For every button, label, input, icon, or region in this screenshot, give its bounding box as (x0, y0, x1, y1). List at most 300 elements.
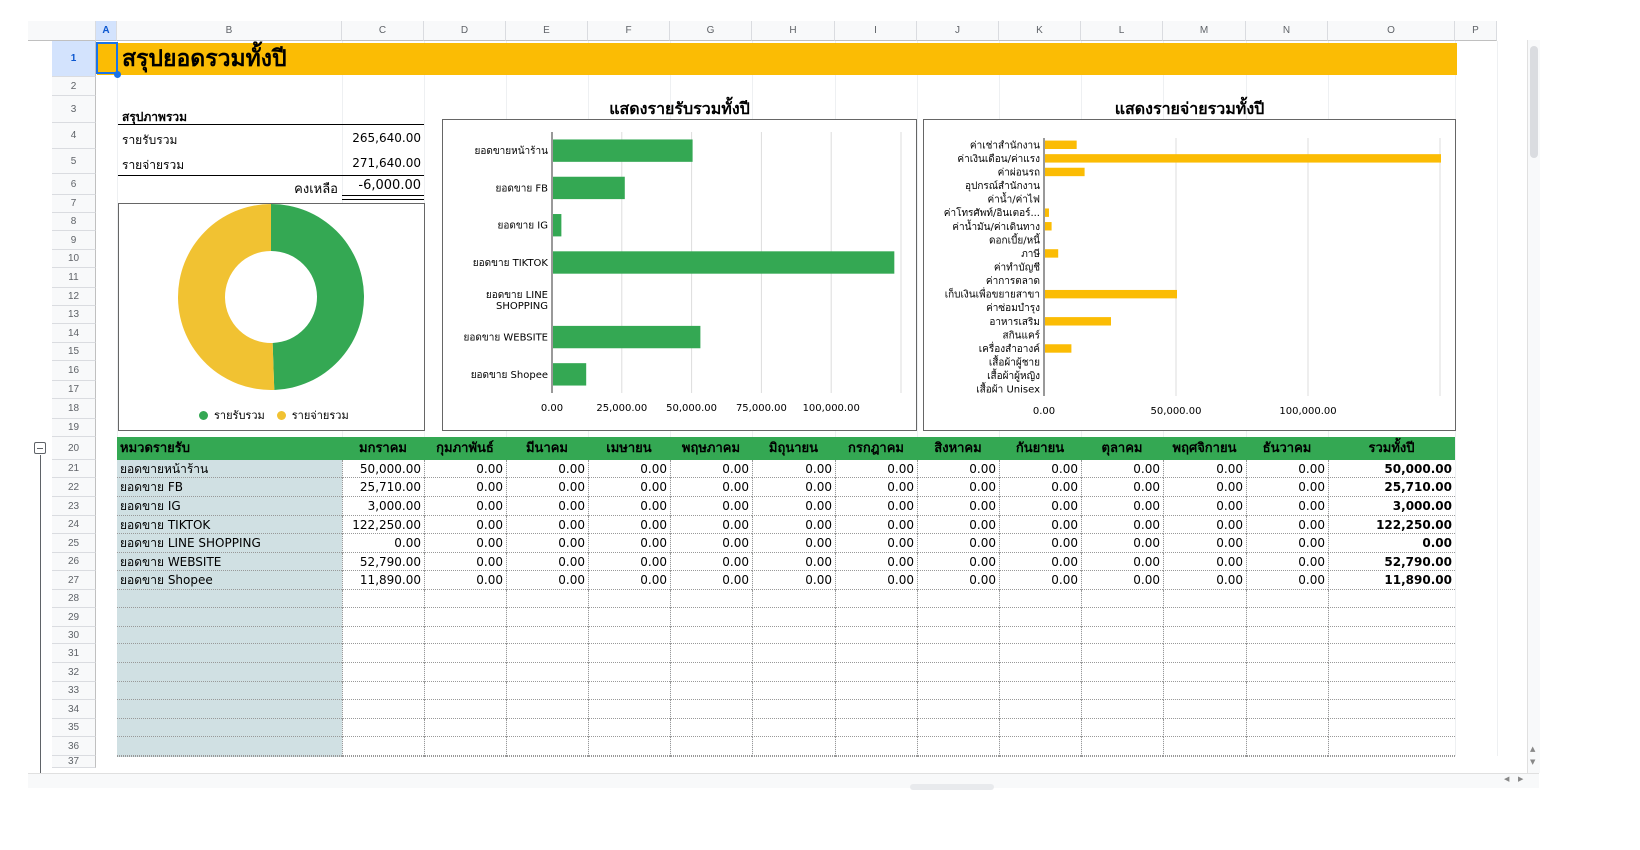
balance-value[interactable]: -6,000.00 (358, 178, 421, 193)
table-value-cell[interactable] (1081, 590, 1163, 608)
table-value-cell[interactable] (752, 608, 835, 627)
table-value-cell[interactable] (424, 590, 506, 608)
table-value-cell[interactable]: 0.00 (588, 534, 670, 553)
table-value-cell[interactable] (1081, 756, 1163, 757)
table-value-cell[interactable]: 0.00 (835, 553, 917, 571)
table-value-cell[interactable] (506, 719, 588, 737)
table-value-cell[interactable] (670, 590, 752, 608)
row-header-19[interactable]: 19 (52, 419, 96, 437)
row-header-34[interactable]: 34 (52, 700, 96, 719)
column-header-c[interactable]: C (342, 21, 424, 41)
table-header-cell[interactable]: ธันวาคม (1246, 437, 1328, 460)
table-value-cell[interactable]: 0.00 (835, 460, 917, 478)
table-value-cell[interactable] (835, 663, 917, 682)
table-category-cell[interactable]: ยอดขาย FB (117, 478, 342, 497)
table-value-cell[interactable] (752, 663, 835, 682)
row-header-26[interactable]: 26 (52, 553, 96, 571)
table-value-cell[interactable]: 0.00 (835, 571, 917, 590)
table-value-cell[interactable] (670, 682, 752, 700)
table-value-cell[interactable]: 0.00 (424, 478, 506, 497)
table-value-cell[interactable] (917, 663, 999, 682)
table-value-cell[interactable] (670, 719, 752, 737)
table-value-cell[interactable]: 0.00 (1246, 571, 1328, 590)
donut-slice-income[interactable] (271, 204, 364, 390)
column-header-n[interactable]: N (1246, 21, 1328, 41)
table-value-cell[interactable] (506, 756, 588, 757)
table-value-cell[interactable] (342, 682, 424, 700)
table-value-cell[interactable]: 0.00 (1081, 553, 1163, 571)
table-value-cell[interactable] (1081, 737, 1163, 756)
table-value-cell[interactable] (588, 608, 670, 627)
table-value-cell[interactable]: 11,890.00 (342, 571, 424, 590)
table-category-cell[interactable] (117, 663, 342, 682)
scroll-up-arrow-icon[interactable]: ▲ (1530, 745, 1536, 753)
donut-chart[interactable] (118, 203, 425, 431)
table-value-cell[interactable] (342, 700, 424, 719)
table-value-cell[interactable]: 122,250.00 (342, 516, 424, 534)
table-category-cell[interactable] (117, 627, 342, 644)
table-value-cell[interactable] (835, 608, 917, 627)
income-chart-bar[interactable] (553, 177, 625, 199)
table-value-cell[interactable] (506, 700, 588, 719)
table-value-cell[interactable]: 0.00 (506, 534, 588, 553)
table-value-cell[interactable]: 0.00 (506, 553, 588, 571)
table-value-cell[interactable] (917, 756, 999, 757)
table-value-cell[interactable] (1246, 663, 1328, 682)
table-value-cell[interactable] (999, 590, 1081, 608)
table-value-cell[interactable] (588, 737, 670, 756)
table-value-cell[interactable] (917, 719, 999, 737)
row-header-28[interactable]: 28 (52, 590, 96, 608)
table-category-cell[interactable] (117, 608, 342, 627)
table-category-cell[interactable] (117, 700, 342, 719)
income-chart-bar[interactable] (553, 251, 894, 273)
table-value-cell[interactable]: 0.00 (1081, 460, 1163, 478)
table-category-cell[interactable] (117, 737, 342, 756)
expense-chart-bar[interactable] (1045, 208, 1049, 216)
table-value-cell[interactable] (342, 590, 424, 608)
income-chart-bar[interactable] (553, 363, 586, 385)
table-value-cell[interactable] (670, 756, 752, 757)
table-category-cell[interactable] (117, 590, 342, 608)
table-value-cell[interactable]: 0.00 (1081, 571, 1163, 590)
table-category-cell[interactable] (117, 719, 342, 737)
table-value-cell[interactable] (1246, 627, 1328, 644)
table-value-cell[interactable] (588, 700, 670, 719)
expense-chart-bar[interactable] (1045, 168, 1085, 176)
row-header-10[interactable]: 10 (52, 250, 96, 268)
table-value-cell[interactable] (1081, 719, 1163, 737)
table-value-cell[interactable] (342, 644, 424, 663)
table-category-cell[interactable] (117, 756, 342, 757)
table-value-cell[interactable]: 11,890.00 (1328, 571, 1455, 590)
table-value-cell[interactable] (670, 737, 752, 756)
table-value-cell[interactable]: 0.00 (670, 497, 752, 516)
table-header-cell[interactable]: มิถุนายน (752, 437, 835, 460)
table-value-cell[interactable]: 0.00 (752, 478, 835, 497)
row-header-11[interactable]: 11 (52, 268, 96, 288)
table-value-cell[interactable]: 0.00 (1163, 478, 1246, 497)
select-all-corner[interactable] (28, 21, 96, 41)
table-value-cell[interactable] (1328, 719, 1455, 737)
column-header-f[interactable]: F (588, 21, 670, 41)
donut-slice-expense[interactable] (178, 204, 274, 390)
row-header-27[interactable]: 27 (52, 571, 96, 590)
table-value-cell[interactable] (1246, 590, 1328, 608)
expense-chart-bar[interactable] (1045, 344, 1071, 352)
table-value-cell[interactable] (999, 644, 1081, 663)
table-value-cell[interactable]: 0.00 (752, 460, 835, 478)
table-value-cell[interactable]: 0.00 (835, 497, 917, 516)
table-value-cell[interactable]: 0.00 (917, 478, 999, 497)
column-header-h[interactable]: H (752, 21, 835, 41)
column-header-g[interactable]: G (670, 21, 752, 41)
table-value-cell[interactable]: 0.00 (1163, 571, 1246, 590)
table-value-cell[interactable] (835, 682, 917, 700)
table-value-cell[interactable] (917, 590, 999, 608)
table-value-cell[interactable]: 0.00 (917, 534, 999, 553)
table-value-cell[interactable] (1246, 644, 1328, 663)
row-header-33[interactable]: 33 (52, 682, 96, 700)
table-value-cell[interactable] (342, 737, 424, 756)
table-value-cell[interactable]: 0.00 (424, 460, 506, 478)
row-header-23[interactable]: 23 (52, 497, 96, 516)
table-value-cell[interactable] (999, 663, 1081, 682)
table-value-cell[interactable]: 0.00 (1081, 478, 1163, 497)
table-value-cell[interactable] (342, 719, 424, 737)
table-value-cell[interactable]: 0.00 (752, 534, 835, 553)
row-header-12[interactable]: 12 (52, 288, 96, 306)
table-value-cell[interactable] (588, 756, 670, 757)
table-value-cell[interactable] (917, 737, 999, 756)
column-header-m[interactable]: M (1163, 21, 1246, 41)
table-value-cell[interactable]: 3,000.00 (342, 497, 424, 516)
income-bar-chart[interactable] (442, 119, 917, 431)
table-value-cell[interactable]: 0.00 (506, 571, 588, 590)
table-value-cell[interactable] (342, 663, 424, 682)
table-value-cell[interactable] (1163, 719, 1246, 737)
table-value-cell[interactable] (342, 608, 424, 627)
row-header-20[interactable]: 20 (52, 437, 96, 460)
row-header-13[interactable]: 13 (52, 306, 96, 324)
table-value-cell[interactable] (342, 627, 424, 644)
table-value-cell[interactable]: 0.00 (424, 534, 506, 553)
table-value-cell[interactable] (1328, 700, 1455, 719)
table-value-cell[interactable] (424, 756, 506, 757)
row-header-8[interactable]: 8 (52, 213, 96, 231)
table-value-cell[interactable] (670, 627, 752, 644)
table-value-cell[interactable]: 0.00 (999, 553, 1081, 571)
table-value-cell[interactable]: 0.00 (1246, 497, 1328, 516)
table-value-cell[interactable]: 122,250.00 (1328, 516, 1455, 534)
table-value-cell[interactable] (424, 663, 506, 682)
table-value-cell[interactable] (752, 590, 835, 608)
row-header-1[interactable]: 1 (52, 41, 96, 77)
column-header-b[interactable]: B (117, 21, 342, 41)
table-value-cell[interactable]: 25,710.00 (1328, 478, 1455, 497)
table-value-cell[interactable]: 0.00 (588, 478, 670, 497)
table-value-cell[interactable]: 0.00 (506, 460, 588, 478)
vertical-scroll-thumb[interactable] (1530, 46, 1538, 158)
table-value-cell[interactable] (424, 719, 506, 737)
table-value-cell[interactable] (670, 644, 752, 663)
row-header-32[interactable]: 32 (52, 663, 96, 682)
table-value-cell[interactable]: 0.00 (1081, 497, 1163, 516)
table-value-cell[interactable] (1328, 756, 1455, 757)
table-value-cell[interactable] (999, 719, 1081, 737)
table-value-cell[interactable]: 0.00 (670, 571, 752, 590)
table-value-cell[interactable] (1246, 608, 1328, 627)
row-header-36[interactable]: 36 (52, 737, 96, 756)
table-value-cell[interactable] (917, 644, 999, 663)
table-value-cell[interactable] (835, 590, 917, 608)
table-value-cell[interactable] (835, 737, 917, 756)
table-value-cell[interactable]: 0.00 (670, 534, 752, 553)
table-header-cell[interactable]: มีนาคม (506, 437, 588, 460)
table-value-cell[interactable]: 0.00 (506, 478, 588, 497)
table-value-cell[interactable] (1328, 608, 1455, 627)
table-value-cell[interactable] (1081, 608, 1163, 627)
table-header-cell[interactable]: เมษายน (588, 437, 670, 460)
column-header-l[interactable]: L (1081, 21, 1163, 41)
table-value-cell[interactable]: 0.00 (1246, 553, 1328, 571)
row-header-37[interactable]: 37 (52, 756, 96, 768)
income-total-value[interactable]: 265,640.00 (352, 131, 421, 145)
table-value-cell[interactable]: 0.00 (342, 534, 424, 553)
table-value-cell[interactable] (670, 608, 752, 627)
table-header-cell[interactable]: กรกฎาคม (835, 437, 917, 460)
selected-cell-a1[interactable] (96, 42, 118, 74)
table-value-cell[interactable]: 3,000.00 (1328, 497, 1455, 516)
table-header-cell[interactable]: กันยายน (999, 437, 1081, 460)
table-value-cell[interactable] (1246, 719, 1328, 737)
table-value-cell[interactable]: 0.00 (670, 460, 752, 478)
table-value-cell[interactable]: 0.00 (1246, 460, 1328, 478)
table-value-cell[interactable]: 0.00 (1246, 534, 1328, 553)
column-header-k[interactable]: K (999, 21, 1081, 41)
table-value-cell[interactable]: 52,790.00 (1328, 553, 1455, 571)
column-header-d[interactable]: D (424, 21, 506, 41)
table-value-cell[interactable] (1081, 644, 1163, 663)
row-header-25[interactable]: 25 (52, 534, 96, 553)
table-value-cell[interactable] (1163, 663, 1246, 682)
table-value-cell[interactable]: 50,000.00 (1328, 460, 1455, 478)
table-value-cell[interactable]: 0.00 (1163, 534, 1246, 553)
table-value-cell[interactable] (424, 737, 506, 756)
expense-chart-bar[interactable] (1045, 222, 1052, 230)
table-value-cell[interactable]: 0.00 (1246, 478, 1328, 497)
table-value-cell[interactable] (999, 608, 1081, 627)
table-value-cell[interactable] (752, 644, 835, 663)
row-header-30[interactable]: 30 (52, 627, 96, 644)
expense-bar-chart[interactable] (923, 119, 1456, 431)
table-value-cell[interactable]: 0.00 (424, 497, 506, 516)
table-value-cell[interactable]: 0.00 (1163, 516, 1246, 534)
table-value-cell[interactable]: 0.00 (424, 516, 506, 534)
table-value-cell[interactable] (506, 682, 588, 700)
table-value-cell[interactable] (1163, 756, 1246, 757)
row-header-24[interactable]: 24 (52, 516, 96, 534)
table-value-cell[interactable] (1328, 644, 1455, 663)
table-value-cell[interactable] (917, 608, 999, 627)
column-header-p[interactable]: P (1455, 21, 1497, 41)
table-value-cell[interactable]: 0.00 (670, 553, 752, 571)
row-header-14[interactable]: 14 (52, 324, 96, 343)
table-value-cell[interactable] (752, 756, 835, 757)
row-header-4[interactable]: 4 (52, 123, 96, 149)
row-header-3[interactable]: 3 (52, 96, 96, 123)
table-value-cell[interactable]: 0.00 (835, 478, 917, 497)
table-header-cell[interactable]: กุมภาพันธ์ (424, 437, 506, 460)
table-value-cell[interactable] (424, 627, 506, 644)
table-value-cell[interactable] (588, 682, 670, 700)
table-value-cell[interactable] (588, 590, 670, 608)
table-value-cell[interactable] (752, 719, 835, 737)
table-value-cell[interactable] (1163, 737, 1246, 756)
table-value-cell[interactable]: 0.00 (424, 553, 506, 571)
expense-chart-bar[interactable] (1045, 141, 1077, 149)
table-value-cell[interactable] (999, 737, 1081, 756)
table-value-cell[interactable] (506, 608, 588, 627)
table-value-cell[interactable] (588, 719, 670, 737)
table-value-cell[interactable] (424, 682, 506, 700)
row-header-29[interactable]: 29 (52, 608, 96, 627)
table-value-cell[interactable] (752, 682, 835, 700)
table-value-cell[interactable] (999, 627, 1081, 644)
table-category-cell[interactable]: ยอดขาย Shopee (117, 571, 342, 590)
row-header-17[interactable]: 17 (52, 381, 96, 399)
table-value-cell[interactable] (424, 700, 506, 719)
income-chart-bar[interactable] (553, 214, 561, 236)
table-header-cell[interactable]: สิงหาคม (917, 437, 999, 460)
table-value-cell[interactable]: 0.00 (917, 497, 999, 516)
table-value-cell[interactable] (1246, 756, 1328, 757)
table-header-cell[interactable]: หมวดรายรับ (117, 437, 342, 460)
table-value-cell[interactable]: 0.00 (588, 571, 670, 590)
table-value-cell[interactable] (588, 663, 670, 682)
table-value-cell[interactable]: 0.00 (835, 516, 917, 534)
row-header-7[interactable]: 7 (52, 195, 96, 213)
table-category-cell[interactable]: ยอดขาย IG (117, 497, 342, 516)
table-value-cell[interactable] (1081, 700, 1163, 719)
row-header-9[interactable]: 9 (52, 231, 96, 250)
table-value-cell[interactable]: 52,790.00 (342, 553, 424, 571)
row-header-16[interactable]: 16 (52, 361, 96, 381)
table-value-cell[interactable] (588, 644, 670, 663)
row-header-31[interactable]: 31 (52, 644, 96, 663)
table-value-cell[interactable]: 0.00 (917, 516, 999, 534)
table-value-cell[interactable]: 0.00 (424, 571, 506, 590)
table-value-cell[interactable] (835, 700, 917, 719)
table-category-cell[interactable] (117, 682, 342, 700)
table-value-cell[interactable] (506, 663, 588, 682)
table-value-cell[interactable]: 0.00 (999, 571, 1081, 590)
expense-total-value[interactable]: 271,640.00 (352, 156, 421, 170)
table-value-cell[interactable] (506, 590, 588, 608)
table-category-cell[interactable] (117, 644, 342, 663)
table-value-cell[interactable]: 0.00 (1246, 516, 1328, 534)
expense-chart-bar[interactable] (1045, 154, 1441, 162)
horizontal-scroll-thumb[interactable] (910, 784, 994, 790)
table-category-cell[interactable]: ยอดขาย LINE SHOPPING (117, 534, 342, 553)
table-value-cell[interactable] (1163, 644, 1246, 663)
selection-handle[interactable] (114, 71, 121, 78)
table-value-cell[interactable] (1163, 682, 1246, 700)
table-value-cell[interactable]: 0.00 (670, 516, 752, 534)
column-header-o[interactable]: O (1328, 21, 1455, 41)
table-value-cell[interactable] (1081, 627, 1163, 644)
table-value-cell[interactable] (506, 644, 588, 663)
column-header-e[interactable]: E (506, 21, 588, 41)
table-value-cell[interactable]: 0.00 (670, 478, 752, 497)
table-value-cell[interactable]: 0.00 (1081, 534, 1163, 553)
table-value-cell[interactable] (917, 627, 999, 644)
table-value-cell[interactable] (1246, 700, 1328, 719)
table-header-cell[interactable]: พฤศจิกายน (1163, 437, 1246, 460)
table-value-cell[interactable] (506, 627, 588, 644)
table-header-cell[interactable]: มกราคม (342, 437, 424, 460)
income-chart-bar[interactable] (553, 326, 700, 348)
table-category-cell[interactable]: ยอดขาย TIKTOK (117, 516, 342, 534)
row-header-6[interactable]: 6 (52, 174, 96, 195)
table-value-cell[interactable]: 0.00 (917, 553, 999, 571)
table-value-cell[interactable] (835, 756, 917, 757)
table-value-cell[interactable] (752, 737, 835, 756)
table-value-cell[interactable] (588, 627, 670, 644)
column-header-a[interactable]: A (96, 21, 117, 41)
column-header-j[interactable]: J (917, 21, 999, 41)
table-value-cell[interactable]: 0.00 (917, 571, 999, 590)
table-value-cell[interactable] (835, 644, 917, 663)
table-value-cell[interactable] (999, 700, 1081, 719)
table-value-cell[interactable] (670, 663, 752, 682)
income-chart-bar[interactable] (553, 139, 693, 161)
table-category-cell[interactable]: ยอดขาย WEBSITE (117, 553, 342, 571)
table-value-cell[interactable]: 0.00 (752, 516, 835, 534)
table-value-cell[interactable] (999, 756, 1081, 757)
table-value-cell[interactable] (1246, 682, 1328, 700)
expense-chart-bar[interactable] (1045, 249, 1058, 257)
table-value-cell[interactable]: 0.00 (1163, 497, 1246, 516)
table-value-cell[interactable]: 0.00 (752, 497, 835, 516)
table-value-cell[interactable]: 0.00 (1081, 516, 1163, 534)
table-value-cell[interactable] (670, 700, 752, 719)
table-value-cell[interactable]: 0.00 (999, 534, 1081, 553)
table-header-cell[interactable]: ตุลาคม (1081, 437, 1163, 460)
collapse-group-button[interactable] (34, 442, 46, 454)
table-value-cell[interactable] (1163, 590, 1246, 608)
table-value-cell[interactable] (424, 644, 506, 663)
table-value-cell[interactable]: 0.00 (1163, 553, 1246, 571)
row-header-5[interactable]: 5 (52, 149, 96, 174)
table-value-cell[interactable] (1328, 590, 1455, 608)
table-value-cell[interactable]: 0.00 (999, 460, 1081, 478)
table-value-cell[interactable]: 0.00 (917, 460, 999, 478)
table-value-cell[interactable]: 0.00 (752, 571, 835, 590)
table-value-cell[interactable]: 0.00 (588, 516, 670, 534)
table-value-cell[interactable] (917, 682, 999, 700)
table-value-cell[interactable]: 0.00 (588, 497, 670, 516)
scroll-left-arrow-icon[interactable]: ◀ (1504, 775, 1510, 783)
row-header-15[interactable]: 15 (52, 343, 96, 361)
table-value-cell[interactable] (342, 756, 424, 757)
table-value-cell[interactable] (917, 700, 999, 719)
table-value-cell[interactable]: 0.00 (752, 553, 835, 571)
table-value-cell[interactable] (1328, 682, 1455, 700)
table-value-cell[interactable]: 0.00 (506, 516, 588, 534)
table-value-cell[interactable]: 0.00 (588, 460, 670, 478)
table-value-cell[interactable]: 0.00 (999, 516, 1081, 534)
